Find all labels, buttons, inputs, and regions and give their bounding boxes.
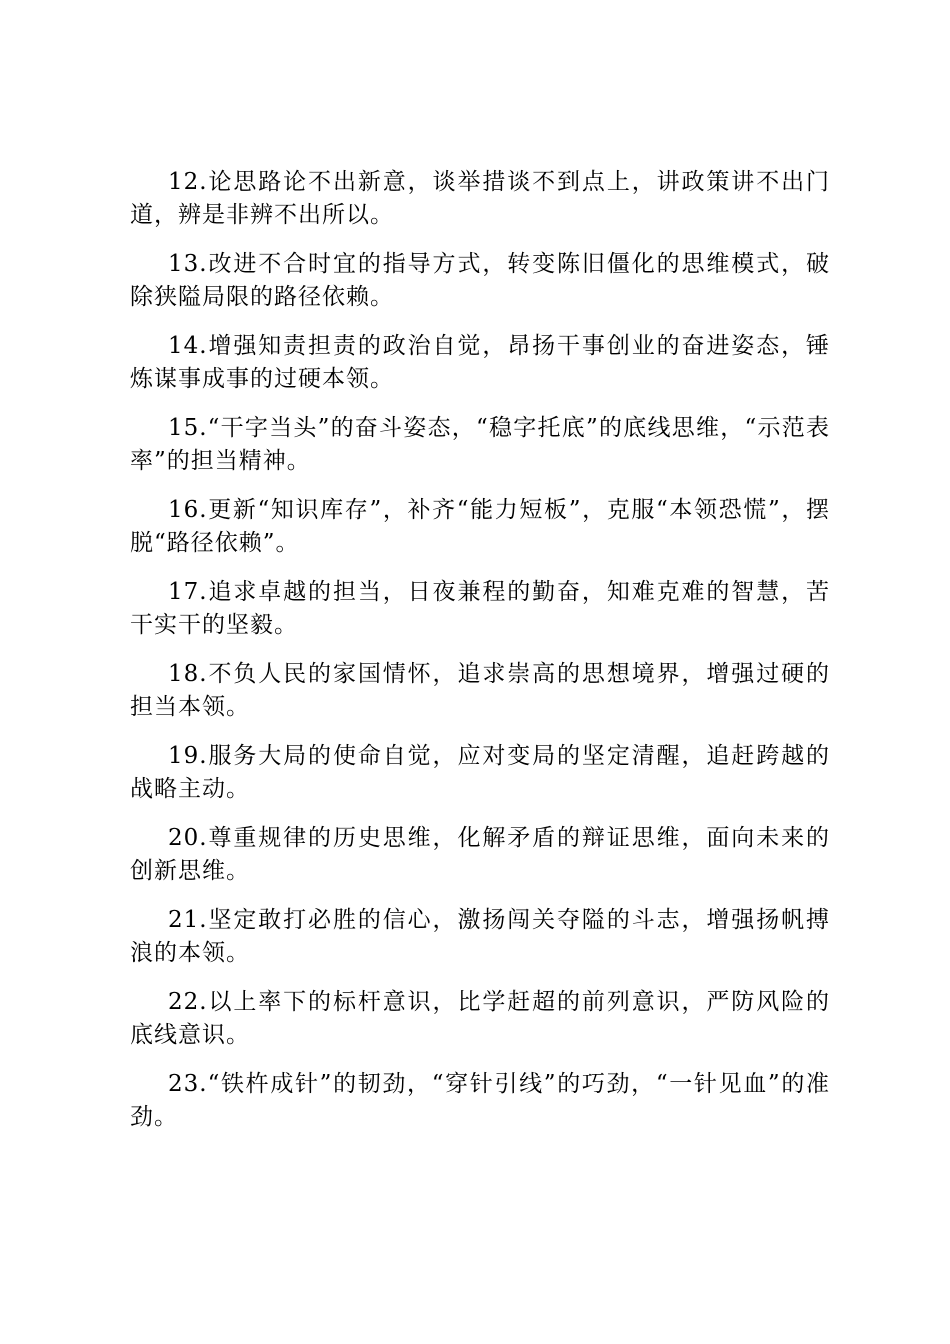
list-item-14: 14.增强知责担责的政治自觉，昂扬干事创业的奋进姿态，锤炼谋事成事的过硬本领。	[130, 333, 830, 392]
list-item-18: 18.不负人民的家国情怀，追求崇高的思想境界，增强过硬的担当本领。	[130, 661, 830, 720]
list-item-12: 12.论思路论不出新意，谈举措谈不到点上，讲政策讲不出门道，辨是非辨不出所以。	[130, 169, 830, 228]
list-item-13: 13.改进不合时宜的指导方式，转变陈旧僵化的思维模式，破除狭隘局限的路径依赖。	[130, 251, 830, 310]
list-item-22: 22.以上率下的标杆意识，比学赶超的前列意识，严防风险的底线意识。	[130, 989, 830, 1048]
list-item-16: 16.更新“知识库存”，补齐“能力短板”，克服“本领恐慌”，摆脱“路径依赖”。	[130, 497, 830, 556]
list-item-21: 21.坚定敢打必胜的信心，激扬闯关夺隘的斗志，增强扬帆搏浪的本领。	[130, 907, 830, 966]
list-item-20: 20.尊重规律的历史思维，化解矛盾的辩证思维，面向未来的创新思维。	[130, 825, 830, 884]
document-body	[130, 166, 830, 1150]
list-item-23: 23.“铁杵成针”的韧劲，“穿针引线”的巧劲，“一针见血”的准劲。	[130, 1071, 830, 1130]
list-item-17: 17.追求卓越的担当，日夜兼程的勤奋，知难克难的智慧，苦干实干的坚毅。	[130, 579, 830, 638]
list-item-15: 15.“干字当头”的奋斗姿态，“稳字托底”的底线思维，“示范表率”的担当精神。	[130, 415, 830, 474]
list-item-19: 19.服务大局的使命自觉，应对变局的坚定清醒，追赶跨越的战略主动。	[130, 743, 830, 802]
